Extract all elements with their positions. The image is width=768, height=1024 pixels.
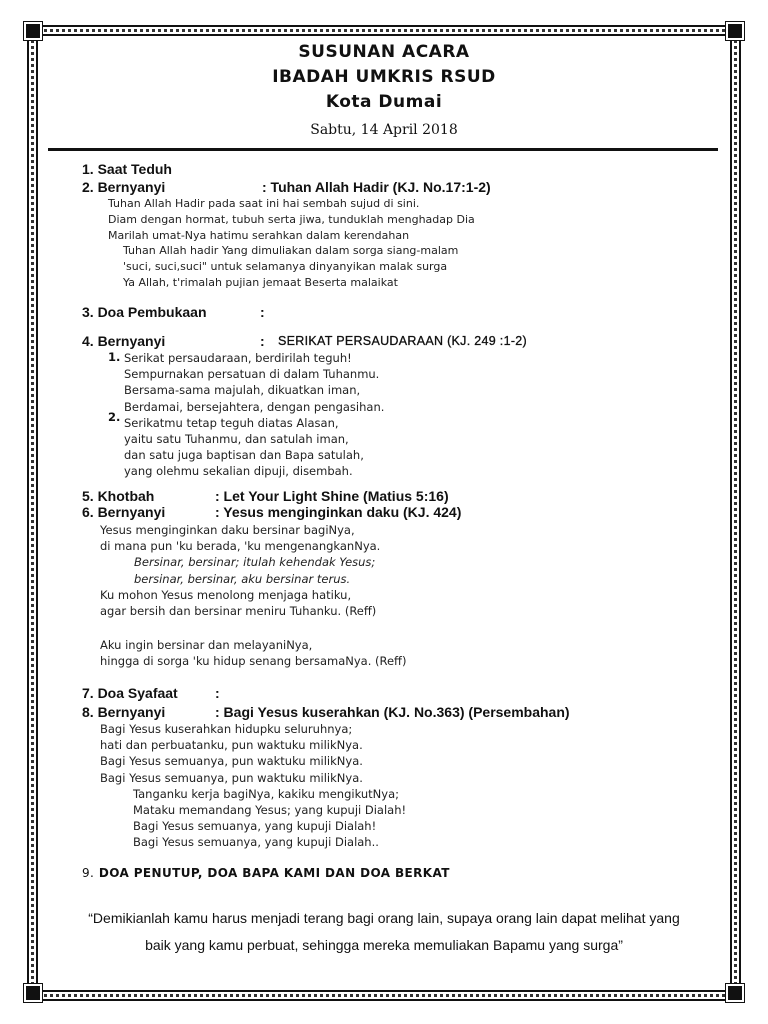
lyric-line: Bersinar, bersinar; itulah kehendak Yesus; bbox=[134, 555, 376, 570]
closing-text: DOA PENUTUP, DOA BAPA KAMI DAN DOA BERKAT bbox=[98, 866, 450, 880]
agenda-item bbox=[82, 685, 220, 701]
agenda-item-value: : bbox=[215, 685, 220, 701]
agenda-item-label: 4. Bernyanyi bbox=[82, 333, 166, 349]
agenda-item-label: 7. Doa Syafaat bbox=[82, 685, 178, 701]
verse-number: 1. bbox=[108, 350, 121, 364]
lyric-line: Bagi Yesus semuanya, yang kupuji Dialah! bbox=[133, 819, 377, 834]
agenda-item-label: 6. Bernyanyi bbox=[82, 504, 166, 520]
lyric-line: Bagi Yesus semuanya, pun waktuku milikNya. bbox=[100, 770, 363, 785]
lyric-line: yang olehmu sekalian dipuji, disembah. bbox=[124, 464, 353, 479]
agenda-item-value: : bbox=[260, 304, 265, 320]
lyric-line: Diam dengan hormat, tubuh serta jiwa, tunduklah menghadap Dia bbox=[108, 212, 475, 226]
agenda-item-label: 8. Bernyanyi bbox=[82, 704, 166, 720]
verse-number: 2. bbox=[108, 410, 121, 424]
lyric-line: Ku mohon Yesus menolong menjaga hatiku, bbox=[100, 587, 352, 602]
song-lyrics bbox=[124, 350, 384, 480]
title-line-3: Kota Dumai bbox=[325, 92, 443, 112]
lyric-line: Marilah umat-Nya hatimu serahkan dalam kerendahan bbox=[108, 228, 410, 242]
quote-line: “Demikianlah kamu harus menjadi terang bagi orang lain, supaya orang lain dapat melihat yang bbox=[88, 910, 680, 926]
closing-number: 9. bbox=[82, 866, 95, 880]
lyric-line: Yesus menginginkan daku bersinar bagiNya, bbox=[100, 523, 355, 537]
lyric-line: Bersama-sama majulah, dikuatkan iman, bbox=[124, 383, 361, 398]
closing-item bbox=[82, 866, 450, 880]
lyric-line: Tuhan Allah hadir Yang dimuliakan dalam sorga siang-malam bbox=[123, 244, 459, 258]
document-header bbox=[0, 40, 768, 138]
lyric-line: Ya Allah, t'rimalah pujian jemaat Beserta malaikat bbox=[123, 275, 398, 289]
title-line-2: IBADAH UMKRIS RSUD bbox=[272, 67, 496, 87]
lyric-line: bersinar, bersinar, aku bersinar terus. bbox=[134, 571, 351, 586]
lyric-line: Serikatmu tetap teguh diatas Alasan, bbox=[124, 415, 339, 430]
lyric-line: hati dan perbuatanku, pun waktuku milikNya. bbox=[100, 738, 363, 753]
quote-line: baik yang kamu perbuat, sehingga mereka memuliakan Bapamu yang surga” bbox=[145, 937, 623, 953]
date-line: Sabtu, 14 April 2018 bbox=[310, 122, 458, 138]
agenda-item bbox=[82, 179, 491, 195]
lyric-line: Berdamai, bersejahtera, dengan pengasihan. bbox=[124, 399, 385, 414]
song-lyrics bbox=[100, 721, 406, 851]
agenda-item-value: : Let Your Light Shine (Matius 5:16) bbox=[215, 488, 449, 504]
agenda-item-value: : bbox=[260, 333, 265, 349]
agenda-item bbox=[82, 504, 462, 520]
agenda-item bbox=[82, 488, 449, 504]
corner-ornament bbox=[24, 22, 42, 40]
lyric-line: Tuhan Allah Hadir pada saat ini hai sembah sujud di sini. bbox=[108, 197, 420, 210]
agenda-item bbox=[82, 161, 172, 177]
lyric-line: Serikat persaudaraan, berdirilah teguh! bbox=[124, 351, 352, 365]
corner-ornament bbox=[24, 984, 42, 1002]
song-title: SERIKAT PERSAUDARAAN (KJ. 249 :1-2) bbox=[278, 334, 528, 348]
lyric-line: Sempurnakan persatuan di dalam Tuhanmu. bbox=[124, 367, 380, 382]
agenda-item-label: 3. Doa Pembukaan bbox=[82, 304, 207, 320]
agenda-item-label: 5. Khotbah bbox=[82, 488, 155, 504]
lyric-line: 'suci, suci,suci" untuk selamanya dinyanyikan malak surga bbox=[123, 260, 448, 274]
title-line-1: SUSUNAN ACARA bbox=[298, 42, 470, 62]
lyric-line: di mana pun 'ku berada, 'ku mengenangkanNya. bbox=[100, 539, 381, 554]
agenda-item-value: : Bagi Yesus kuserahkan (KJ. No.363) (Persembahan) bbox=[215, 704, 570, 720]
lyric-line: Bagi Yesus kuserahkan hidupku seluruhnya; bbox=[100, 722, 353, 736]
song-lyrics bbox=[100, 522, 406, 670]
agenda-item bbox=[82, 304, 265, 320]
agenda-item-value: : Tuhan Allah Hadir (KJ. No.17:1-2) bbox=[262, 179, 491, 195]
corner-ornament bbox=[726, 984, 744, 1002]
lyric-line: Aku ingin bersinar dan melayaniNya, bbox=[100, 638, 313, 653]
bible-quote bbox=[60, 905, 708, 959]
agenda-item-value: : Yesus menginginkan daku (KJ. 424) bbox=[215, 504, 462, 520]
lyric-line: agar bersih dan bersinar meniru Tuhanku. (Reff) bbox=[100, 604, 377, 619]
lyric-line: hingga di sorga 'ku hidup senang bersamaNya. (Reff) bbox=[100, 654, 407, 669]
lyric-line: Mataku memandang Yesus; yang kupuji Dialah! bbox=[133, 803, 407, 818]
header-divider bbox=[48, 148, 718, 151]
agenda-item-label: 2. Bernyanyi bbox=[82, 179, 166, 195]
agenda-item-label: 1. Saat Teduh bbox=[82, 161, 172, 177]
lyric-line: dan satu juga baptisan dan Bapa satulah, bbox=[124, 448, 364, 463]
agenda-item bbox=[82, 704, 570, 720]
song-lyrics bbox=[108, 196, 475, 291]
corner-ornament bbox=[726, 22, 744, 40]
agenda-item bbox=[82, 333, 528, 349]
lyric-line: yaitu satu Tuhanmu, dan satulah iman, bbox=[124, 432, 349, 447]
lyric-line: Tanganku kerja bagiNya, kakiku mengikutNya; bbox=[133, 786, 400, 801]
lyric-line: Bagi Yesus semuanya, pun waktuku milikNya. bbox=[100, 754, 363, 769]
lyric-line: Bagi Yesus semuanya, yang kupuji Dialah.. bbox=[133, 835, 379, 850]
